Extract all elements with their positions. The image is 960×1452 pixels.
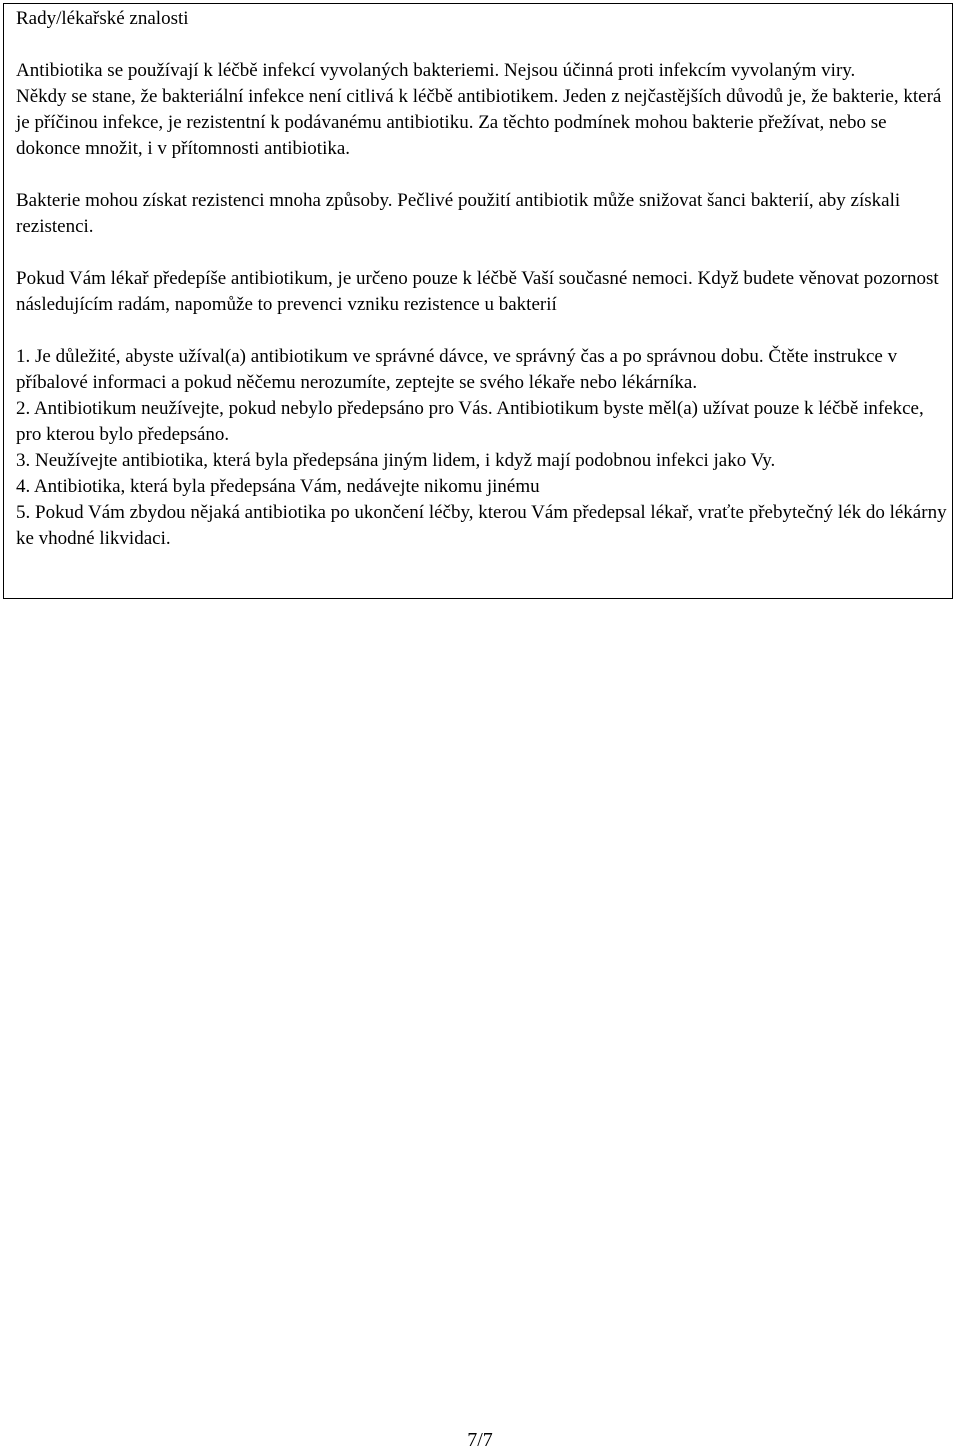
advice-item-4: 4. Antibiotika, která byla předepsána Vám, nedávejte nikomu jinému: [16, 476, 540, 497]
advice-list: [16, 344, 952, 552]
paragraph-prescription: Pokud Vám lékař předepíše antibiotikum, je určeno pouze k léčbě Vaší současné nemoci. Když budete věnovat pozornost následujícím radám, napomůže to prevenci vzniku rezistence u bakterií: [16, 268, 939, 315]
advice-item-1: 1. Je důležité, abyste užíval(a) antibiotikum ve správné dávce, ve správný čas a po správnou dobu. Čtěte instrukce v příbalové informaci a pokud něčemu nerozumíte, zeptejte se svého lékaře nebo lékárníka.: [16, 346, 898, 393]
paragraph-resistance: Bakterie mohou získat rezistenci mnoha způsoby. Pečlivé použití antibiotik může snižovat šanci bakterií, aby získali rezistenci.: [16, 190, 901, 237]
advice-item-5: 5. Pokud Vám zbydou nějaká antibiotika po ukončení léčby, kterou Vám předepsal lékař, vraťte přebytečný lék do lékárny ke vhodné likvidaci.: [16, 502, 947, 549]
advice-box: [3, 3, 953, 599]
section-heading: Rady/lékařské znalosti: [16, 8, 189, 29]
page-number: 7/7: [467, 1429, 493, 1451]
advice-item-3: 3. Neužívejte antibiotika, která byla předepsána jiným lidem, i když mají podobnou infekci jako Vy.: [16, 450, 776, 471]
paragraph-antibiotics-intro: Antibiotika se používají k léčbě infekcí vyvolaných bakteriemi. Nejsou účinná proti infekcím vyvolaným viry. Někdy se stane, že bakteriální infekce není citlivá k léčbě antibiotikem. Jeden z nejčastějších důvodů je, že bakterie, která je příčinou infekce, je rezistentní k podávanému antibiotiku. Za těchto podmínek mohou bakterie přežívat, nebo se dokonce množit, i v přítomnosti antibiotika.: [16, 60, 942, 159]
advice-item-2: 2. Antibiotikum neužívejte, pokud nebylo předepsáno pro Vás. Antibiotikum byste měl(a) užívat pouze k léčbě infekce, pro kterou bylo předepsáno.: [16, 398, 924, 445]
